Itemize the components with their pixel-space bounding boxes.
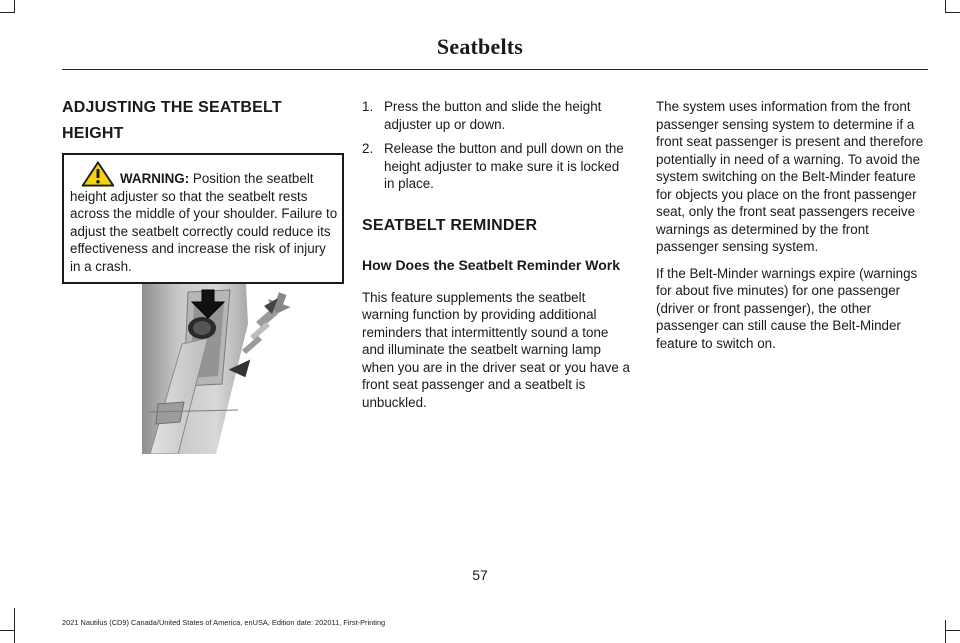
crop-mark-top-right-h — [946, 12, 960, 13]
crop-mark-bottom-left-h — [0, 630, 14, 631]
reminder-subheading: How Does the Seatbelt Reminder Work — [362, 256, 621, 273]
sensing-system-paragraph: The system uses information from the front passenger sensing system to determine if a front seat passenger is present and therefore potentially in need of a warning. To avoid the system switching on the Belt-Minder feature for objects you place on the front passenger seat, only the front seat passengers receive warnings as determined by the front passenger sensing system. — [656, 99, 924, 254]
list-item: 1. Press the button and slide the height adjuster up or down. — [362, 99, 602, 132]
crop-mark-bottom-left-v — [14, 608, 15, 643]
warning-box — [62, 153, 344, 284]
column-2 — [362, 98, 632, 411]
crop-mark-top-left-h — [0, 12, 14, 13]
column-3 — [656, 98, 928, 352]
seatbelt-height-adjuster-figure — [138, 284, 334, 454]
steps-list — [362, 98, 632, 193]
seatbelt-reminder-heading: SEATBELT REMINDER — [362, 216, 538, 234]
section-heading — [62, 95, 334, 147]
crop-mark-top-right-v — [945, 0, 946, 13]
header-rule — [62, 69, 928, 70]
crop-mark-top-left-v — [14, 0, 15, 13]
list-item: 2. Release the button and pull down on the height adjuster to make sure it is locked in place. — [362, 141, 624, 191]
crop-mark-bottom-right-h — [946, 630, 960, 631]
section-heading-line1: ADJUSTING THE SEATBELT — [62, 99, 282, 116]
page-header-title: Seatbelts — [436, 34, 524, 59]
belt-minder-paragraph: If the Belt-Minder warnings expire (warnings for about five minutes) for one passenger (driver or front passenger), the other passenger can still cause the Belt-Minder feature to switch on. — [656, 265, 918, 351]
section-heading-line2: HEIGHT — [62, 125, 124, 142]
warning-text: Position the seatbelt height adjuster so that the seatbelt rests across the middle of your shoulder. Failure to adjust the seatbelt correctly could reduce its effectiveness and increase the risk of injury in a crash. — [70, 171, 338, 274]
crop-mark-bottom-right-v — [945, 620, 946, 643]
section-adjusting-height — [62, 95, 334, 147]
page-number: 57 — [472, 567, 488, 583]
footer-edition: 2021 Nautilus (CD9) Canada/United States of America, enUSA, Edition date: 202011, First-Printing — [62, 618, 386, 627]
warning-triangle-icon — [80, 161, 116, 187]
warning-label: WARNING: — [120, 171, 190, 186]
reminder-paragraph: This feature supplements the seatbelt warning function by providing additional reminders that intermittently sound a tone and illuminate the seatbelt warning lamp when you are in the driver seat or you have a front seat passenger and a seatbelt is unbuckled. — [362, 289, 630, 410]
